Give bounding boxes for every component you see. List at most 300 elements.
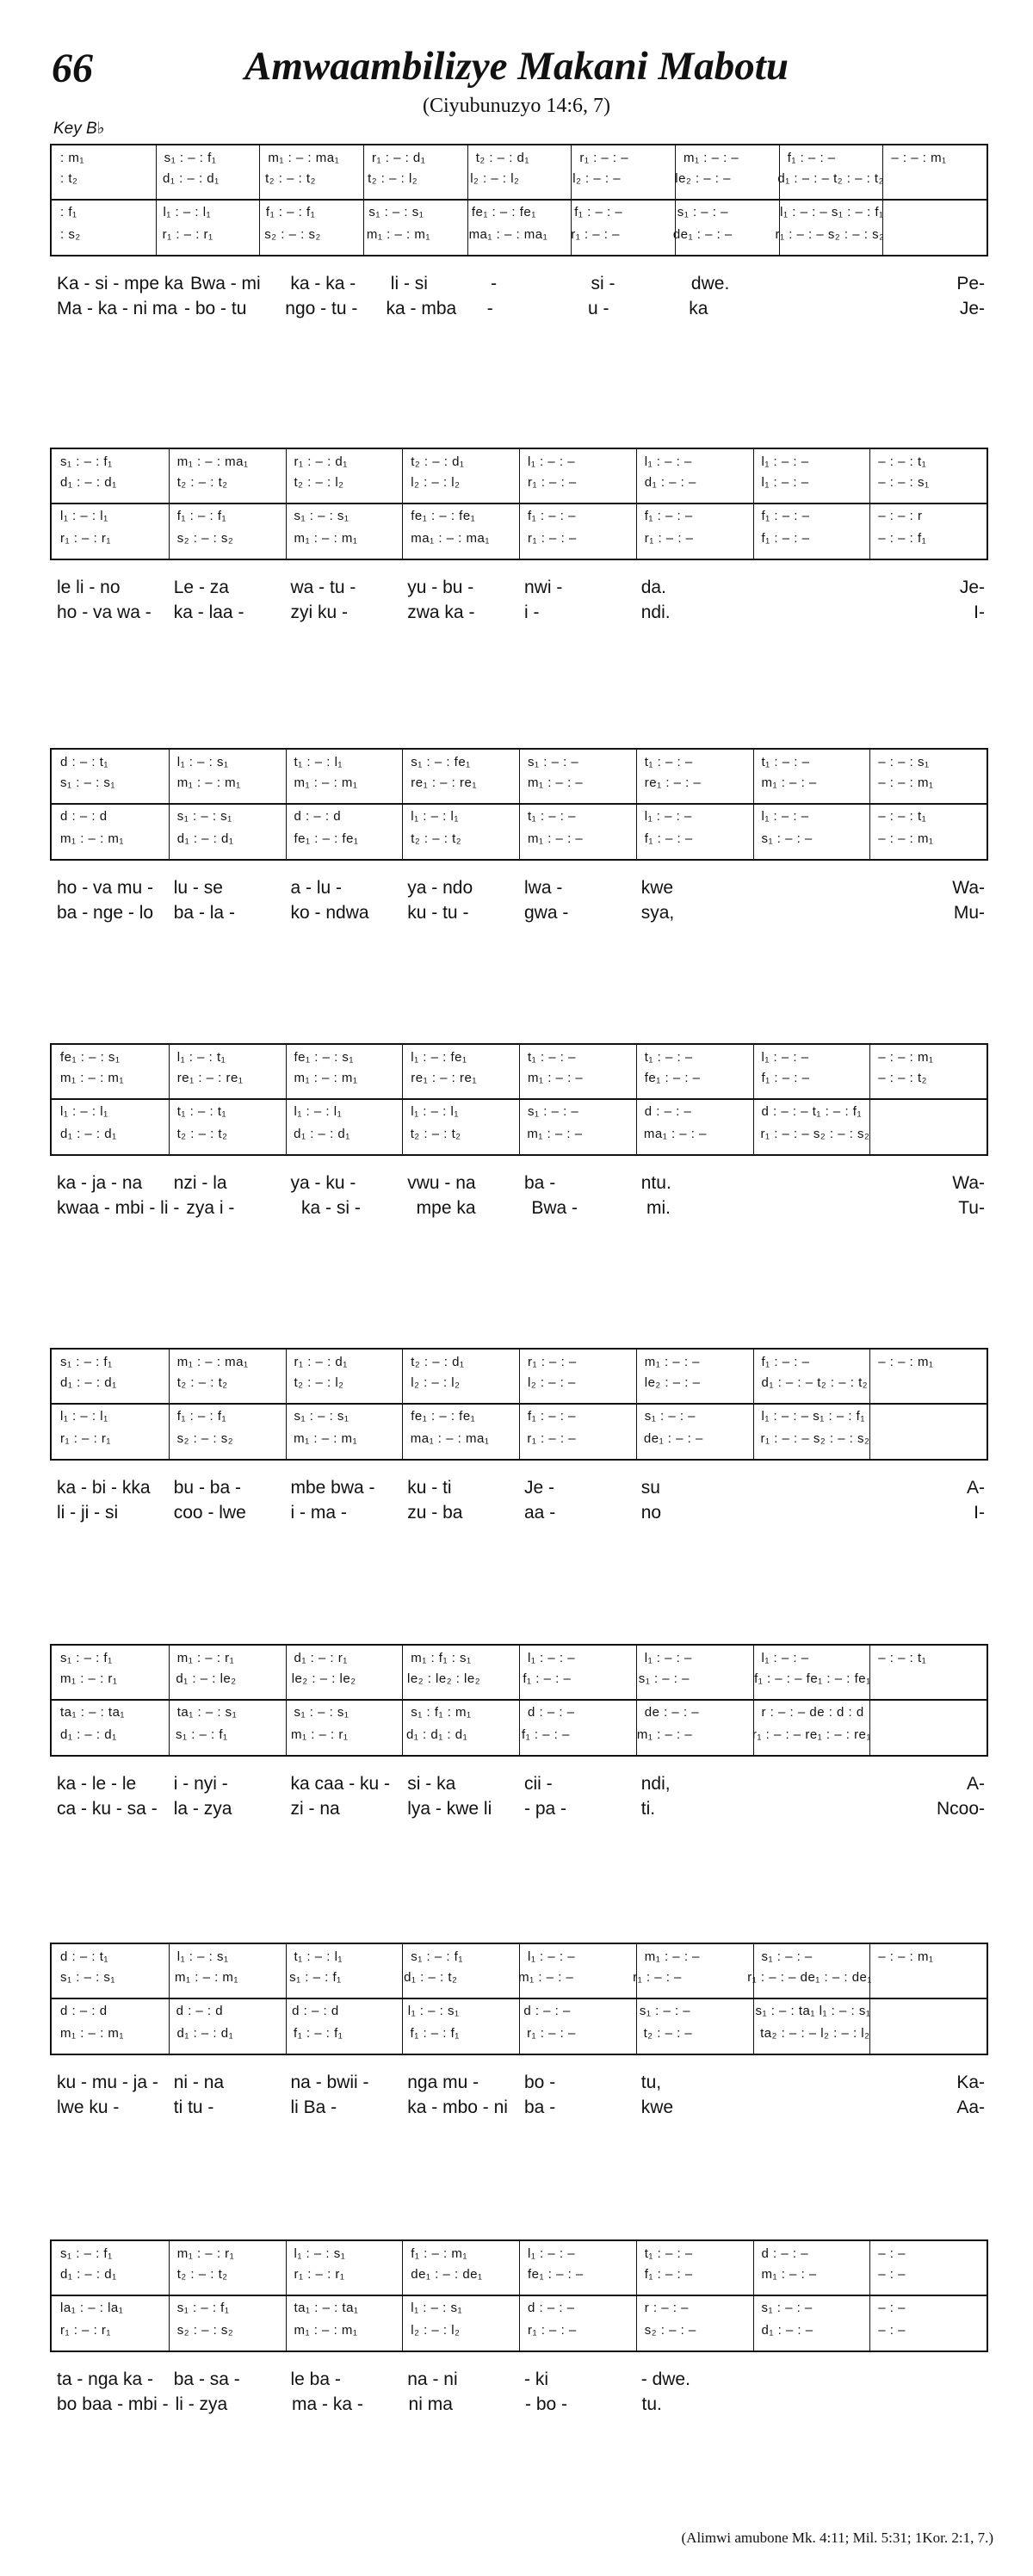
lyric-syllables: gwa - xyxy=(524,903,569,923)
measure-notes: t₂ : – : d₁ xyxy=(475,151,529,165)
solfa-staff xyxy=(50,748,988,861)
lyric-syllables: bo baa - mbi - xyxy=(57,2394,169,2414)
lyric-syllables: ka - si - xyxy=(301,1198,361,1218)
lyric-syllables xyxy=(752,1173,869,1199)
measure-notes: : f₁ xyxy=(60,205,77,219)
lyric-syllables: ba - xyxy=(524,1173,556,1193)
voice-row xyxy=(52,509,987,529)
lyric-syllables: ya - ndo xyxy=(407,878,473,898)
measure-notes: m₁ : – : – xyxy=(684,151,739,165)
measure-notes xyxy=(869,2026,987,2047)
lyric-syllables: ca - ku - sa - xyxy=(57,1799,158,1819)
measure-notes: fe₁ : – : fe₁ xyxy=(411,1409,476,1424)
lyric-line xyxy=(50,2369,988,2395)
measure-notes: – : – : m₁ xyxy=(891,151,947,165)
measure-notes: – : – xyxy=(878,2246,906,2261)
measure-notes: d : – : – xyxy=(761,2246,809,2261)
lyric-syllables: I- xyxy=(974,602,985,622)
lyric-syllables: ya - ku - xyxy=(290,1173,356,1193)
lyric-syllables: kwaa - mbi - li - xyxy=(57,1198,180,1218)
measure-notes: f₁ : – : f₁ xyxy=(294,2026,343,2041)
measure-notes: m₁ : – : – xyxy=(636,1727,693,1742)
lyric-syllables: A- xyxy=(967,1774,985,1794)
measure-notes: r₁ : – : d₁ xyxy=(372,151,426,165)
measure-notes: s₁ : – : f₁ xyxy=(175,1727,228,1742)
measure-notes: s₁ : – : f₁ xyxy=(289,1970,342,1985)
measure-notes: s₁ : – : f₁ xyxy=(60,1355,113,1369)
measure-notes xyxy=(869,1409,987,1430)
measure-notes xyxy=(884,171,987,192)
measure-notes: ta₁ : – : ta₁ xyxy=(294,2301,359,2315)
lyric-syllables: ku - ti xyxy=(407,1478,452,1498)
voice-row xyxy=(52,2301,987,2321)
measure-notes: le₂ : le₂ : le₂ xyxy=(407,1671,481,1686)
measure-notes: s₁ : – : f₁ xyxy=(411,1949,463,1964)
measure-notes: f₁ : – : f₁ xyxy=(176,509,227,523)
solfa-staff xyxy=(50,1943,988,2055)
lyric-syllables: - dwe. xyxy=(640,2369,690,2389)
measure-notes: s₁ : – : – xyxy=(677,205,728,219)
measure-notes: d : – : d xyxy=(292,2004,339,2018)
lyric-syllables: zu - ba xyxy=(407,1503,463,1523)
solfa-staff xyxy=(50,1043,988,1156)
measure-notes: m₁ : – : – xyxy=(527,1127,583,1141)
lyric-line xyxy=(50,578,988,603)
lyric-syllables xyxy=(752,2394,868,2420)
measure-notes: t₂ : – : d₁ xyxy=(411,1355,465,1369)
lyric-syllables xyxy=(752,2097,869,2123)
lyric-syllables: a - lu - xyxy=(290,878,343,898)
lyric-syllables: ko - ndwa xyxy=(290,903,369,923)
lyric-syllables: ka - mbo - ni xyxy=(407,2097,508,2117)
measure-notes: l₁ : – : s₁ xyxy=(407,2004,460,2018)
lyric-line xyxy=(50,1774,988,1800)
measure-notes: f₁ : – : – fe₁ : – : fe₁ xyxy=(754,1671,871,1686)
lyric-syllables: Ka - si - mpe ka xyxy=(57,274,184,293)
measure-notes: – : – : s₁ xyxy=(878,755,930,769)
measure-notes xyxy=(869,1127,987,1147)
measure-notes xyxy=(869,1431,987,1452)
measure-notes: – : – : m₁ xyxy=(878,1355,934,1369)
voice-row xyxy=(52,1431,987,1452)
measure-notes: r₁ : – : – xyxy=(579,151,629,165)
lyric-line xyxy=(50,903,988,929)
solfa-staff xyxy=(50,448,988,560)
music-system xyxy=(50,1644,988,1819)
lyric-line xyxy=(50,299,988,324)
lyric-syllables: zwa ka - xyxy=(407,602,475,622)
measure-notes: f₁ : – : – xyxy=(761,531,810,546)
measure-notes: t₂ : – : t₂ xyxy=(410,1127,461,1141)
lyric-syllables: A- xyxy=(967,1478,985,1498)
measure-notes: f₁ : – : f₁ xyxy=(410,2026,460,2041)
lyric-syllables: - ki xyxy=(524,2369,548,2389)
measure-notes: t₁ : – : – xyxy=(528,1050,576,1065)
music-system xyxy=(50,2239,988,2414)
measure-notes: r₁ : – : r₁ xyxy=(60,2323,111,2338)
measure-notes: d₁ : – : d₁ xyxy=(176,2026,234,2041)
measure-notes: – : – : f₁ xyxy=(878,531,927,546)
measure-notes: t₂ : – : t₂ xyxy=(176,2267,228,2282)
measure-notes: t₁ : – : – xyxy=(644,755,693,769)
measure-notes xyxy=(869,1375,987,1396)
measure-notes: ma₁ : – : ma₁ xyxy=(468,227,548,242)
lyric-syllables: su xyxy=(640,1478,660,1498)
voice-row xyxy=(52,1050,987,1071)
measure-notes: r₁ : – : d₁ xyxy=(294,1355,348,1369)
measure-notes: l₁ : – : s₁ xyxy=(411,2301,463,2315)
lyric-syllables xyxy=(752,602,869,628)
measure-notes: s₁ : – : – xyxy=(761,1949,813,1964)
lyric-syllables xyxy=(868,2394,987,2420)
lyric-syllables: le ba - xyxy=(290,2369,341,2389)
measure-notes: t₁ : – : t₁ xyxy=(176,1104,227,1119)
lyric-syllables: ku - tu - xyxy=(407,903,469,923)
lyric-line xyxy=(50,2097,988,2123)
measure-notes: – : – xyxy=(878,2267,906,2282)
measure-notes: l₁ : – : – xyxy=(528,2246,576,2261)
measure-notes: l₁ : – : l₁ xyxy=(294,1104,343,1119)
measure-notes xyxy=(871,1727,987,1748)
voice-row xyxy=(52,2246,987,2267)
measure-notes: s₁ : – : f₁ xyxy=(60,1651,113,1665)
measure-notes: r₁ : – : d₁ xyxy=(294,454,348,469)
measure-notes: f₁ : – : – xyxy=(528,509,576,523)
measure-notes: s₁ : – : – xyxy=(528,755,579,769)
measure-notes: d : – : d xyxy=(294,809,342,824)
measure-notes: fe₁ : – : fe₁ xyxy=(294,831,359,846)
measure-notes: t₂ : – : t₂ xyxy=(265,171,316,186)
measure-notes: s₂ : – : s₂ xyxy=(176,531,234,546)
measure-notes: fe₁ : – : s₁ xyxy=(60,1050,121,1065)
voice-row xyxy=(52,2026,987,2047)
measure-notes: t₂ : – : t₂ xyxy=(176,1127,228,1141)
lyric-syllables: zya i - xyxy=(186,1198,235,1218)
lyric-syllables: na - bwii - xyxy=(290,2073,369,2092)
lyric-syllables: li Ba - xyxy=(290,2097,337,2117)
lyric-syllables: Wa- xyxy=(952,878,985,898)
measure-notes: r₁ : – : – xyxy=(528,2323,577,2338)
voice-row xyxy=(52,1651,987,1671)
measure-notes: m₁ : – : – xyxy=(761,2267,817,2282)
measure-notes: s₁ : – : – xyxy=(761,831,813,846)
measure-notes: r₁ : – : – s₂ : – : s₂ xyxy=(760,1127,870,1141)
measure-notes: m₁ : – : m₁ xyxy=(60,2026,124,2041)
measure-notes: le₂ : – : le₂ xyxy=(291,1671,356,1686)
measure-notes: m₁ : – : m₁ xyxy=(294,531,358,546)
measure-notes: d₁ : – : – xyxy=(644,475,696,490)
measure-notes: re₁ : – : re₁ xyxy=(411,1071,477,1085)
measure-notes: l₁ : – : l₁ xyxy=(163,205,212,219)
measure-notes: d : – : d xyxy=(60,809,108,824)
measure-notes: f₁ : – : – xyxy=(761,1071,810,1085)
voice-row xyxy=(52,1355,987,1375)
measure-notes: d : – : t₁ xyxy=(60,1949,108,1964)
voice-row xyxy=(52,1127,987,1147)
voice-row xyxy=(52,1671,987,1692)
measure-notes: m₁ : – : – xyxy=(761,775,817,790)
measure-notes: : t₂ xyxy=(60,171,78,186)
voice-row xyxy=(52,454,987,475)
lyric-syllables: ba - sa - xyxy=(173,2369,240,2389)
voice-row xyxy=(52,171,987,192)
lyric-syllables xyxy=(752,1774,869,1800)
lyric-syllables: ho - va wa - xyxy=(57,602,152,622)
measure-notes: l₁ : – : – xyxy=(761,1050,809,1065)
measure-notes xyxy=(871,1671,987,1692)
measure-notes: d₁ : – : d₁ xyxy=(60,475,117,490)
measure-notes: de₁ : – : – xyxy=(672,227,733,242)
lyric-syllables: kwe xyxy=(640,2097,674,2117)
footnote-references: (Alimwi amubone Mk. 4:11; Mil. 5:31; 1Kor. 2:1, 7.) xyxy=(681,2530,993,2546)
measure-notes: fe₁ : – : fe₁ xyxy=(411,509,476,523)
solfa-staff xyxy=(50,144,988,256)
lyric-syllables: tu. xyxy=(641,2394,662,2414)
measure-notes: la₁ : – : la₁ xyxy=(60,2301,124,2315)
measure-notes: m₁ : – : m₁ xyxy=(294,1071,358,1085)
measure-notes: : m₁ xyxy=(60,151,84,165)
measure-notes: l₁ : – : – xyxy=(528,454,576,469)
lyric-line xyxy=(50,2394,988,2420)
measure-notes: d : – : – t₁ : – : f₁ xyxy=(761,1104,863,1119)
measure-notes: s₁ : – : s₁ xyxy=(294,1705,349,1720)
lyric-syllables: Je - xyxy=(524,1478,555,1498)
voice-row xyxy=(52,151,987,171)
voice-row xyxy=(52,2267,987,2288)
lyric-syllables: li - si xyxy=(390,274,428,293)
measure-notes: s₁ : – : f₁ xyxy=(176,2301,230,2315)
measure-notes: m₁ : – : m₁ xyxy=(294,1431,358,1446)
voice-row xyxy=(52,531,987,552)
lyric-syllables: la - zya xyxy=(173,1799,232,1819)
lyric-syllables: Tu- xyxy=(958,1198,985,1218)
measure-notes: de₁ : – : de₁ xyxy=(411,2267,483,2282)
measure-notes: d : – : d xyxy=(60,2004,108,2018)
voice-row xyxy=(52,755,987,775)
measure-notes: m₁ : – : m₁ xyxy=(176,775,241,790)
measure-notes: m₁ : – : ma₁ xyxy=(176,1355,249,1369)
measure-notes: – : – : s₁ xyxy=(878,475,930,490)
measure-notes: d : – : – xyxy=(644,1104,692,1119)
measure-notes: m₁ : – : m₁ xyxy=(294,2323,358,2338)
measure-notes: l₁ : – : – s₁ : – : f₁ xyxy=(780,205,884,219)
lyric-syllables xyxy=(752,2073,869,2098)
measure-notes: m₁ : – : – xyxy=(528,1071,584,1085)
key-signature: Key B♭ xyxy=(53,120,105,138)
lyric-syllables: nwi - xyxy=(524,578,563,597)
measure-notes: r₁ : – : – xyxy=(644,531,694,546)
lyric-syllables: lwa - xyxy=(524,878,563,898)
measure-notes: s₁ : – : s₁ xyxy=(60,775,115,790)
measure-notes: d : – : – xyxy=(528,2301,575,2315)
measure-notes: d₁ : – : d₁ xyxy=(60,1127,117,1141)
measure-notes: r₁ : – : – s₂ : – : s₂ xyxy=(760,1431,870,1446)
measure-notes: m₁ : – : m₁ xyxy=(175,1970,238,1985)
lyric-syllables: Ncoo- xyxy=(936,1799,985,1819)
lyric-syllables: ka - laa - xyxy=(173,602,244,622)
measure-notes: ma₁ : – : – xyxy=(643,1127,707,1141)
measure-notes: s₁ : – : – xyxy=(639,2004,691,2018)
measure-notes: s₂ : – : s₂ xyxy=(264,227,321,242)
measure-notes: f₁ : – : – xyxy=(644,831,693,846)
music-system xyxy=(50,1943,988,2117)
measure-notes: l₁ : – : l₁ xyxy=(60,1104,108,1119)
lyric-syllables: lwe ku - xyxy=(57,2097,120,2117)
lyric-line xyxy=(50,1478,988,1504)
measure-notes: m₁ : f₁ : s₁ xyxy=(411,1651,472,1665)
measure-notes: d₁ : – : d₁ xyxy=(176,831,234,846)
measure-notes: s₁ : – : fe₁ xyxy=(411,755,471,769)
lyric-line xyxy=(50,602,988,628)
lyric-syllables: dwe. xyxy=(690,274,730,293)
measure-notes: l₂ : – : l₂ xyxy=(411,475,461,490)
lyric-syllables: Bwa - mi xyxy=(190,274,261,293)
measure-notes: t₁ : – : – xyxy=(528,809,576,824)
measure-notes: f₁ : – : – xyxy=(521,1727,570,1742)
measure-notes: – : – : m₁ xyxy=(878,1949,934,1964)
measure-notes: t₁ : – : – xyxy=(644,1050,693,1065)
voice-row xyxy=(52,1375,987,1396)
measure-notes: – : – : t₂ xyxy=(878,1071,927,1085)
measure-notes: – : – : r xyxy=(878,509,923,523)
lyric-line xyxy=(50,1799,988,1825)
music-system xyxy=(50,1348,988,1523)
lyric-syllables: zyi ku - xyxy=(290,602,349,622)
measure-notes: – : – xyxy=(878,2323,906,2338)
measure-notes: t₂ : – : d₁ xyxy=(411,454,465,469)
measure-notes: l₁ : – : – xyxy=(761,475,809,490)
measure-notes: l₁ : – : – xyxy=(528,1949,576,1964)
measure-notes: r₁ : – : – s₂ : – : s₂ xyxy=(775,227,885,242)
measure-notes: t₂ : – : l₂ xyxy=(368,171,418,186)
measure-notes: m₁ : – : – xyxy=(644,1355,700,1369)
lyric-syllables: bu - ba - xyxy=(173,1478,241,1498)
measure-notes: m₁ : – : ma₁ xyxy=(176,454,249,469)
measure-notes: m₁ : – : m₁ xyxy=(60,831,124,846)
lyric-syllables: I- xyxy=(974,1503,985,1523)
lyric-syllables: le li - no xyxy=(57,578,121,597)
lyric-syllables: Ka- xyxy=(956,2073,985,2092)
voice-row xyxy=(52,831,987,852)
lyric-syllables: u - xyxy=(588,299,609,318)
lyric-line xyxy=(50,1503,988,1529)
measure-notes: r : – : – de : d : d xyxy=(761,1705,864,1720)
lyric-syllables: i - xyxy=(524,602,540,622)
measure-notes: d₁ : – : d₁ xyxy=(294,1127,350,1141)
measure-notes: le₂ : – : – xyxy=(675,171,731,186)
voice-row xyxy=(52,1104,987,1125)
measure-notes: d : – : – xyxy=(523,2004,571,2018)
lyric-syllables: li - zya xyxy=(175,2394,228,2414)
measure-notes: r₁ : – : – xyxy=(571,227,620,242)
lyric-syllables xyxy=(752,2369,869,2395)
voice-row xyxy=(52,475,987,496)
music-system xyxy=(50,748,988,923)
lyric-syllables: aa - xyxy=(524,1503,556,1523)
measure-notes: s₁ : – : – xyxy=(761,2301,813,2315)
measure-notes: r₁ : – : – xyxy=(633,1970,682,1985)
lyric-syllables: Ma - ka - ni ma xyxy=(57,299,178,318)
measure-notes: fe₁ : – : fe₁ xyxy=(471,205,536,219)
voice-row xyxy=(52,809,987,830)
measure-notes: s₁ : – : s₁ xyxy=(368,205,424,219)
measure-notes: f₁ : – : f₁ xyxy=(176,1409,227,1424)
measure-notes: – : – : t₁ xyxy=(878,1651,927,1665)
lyric-syllables: ndi. xyxy=(640,602,671,622)
lyric-syllables: da. xyxy=(640,578,666,597)
measure-notes: d₁ : – : – xyxy=(761,2323,813,2338)
measure-notes xyxy=(884,227,987,248)
lyric-syllables: ma - ka - xyxy=(292,2394,363,2414)
measure-notes: ta₁ : – : s₁ xyxy=(176,1705,238,1720)
measure-notes xyxy=(872,1970,987,1991)
measure-notes: f₁ : – : – xyxy=(761,1355,810,1369)
solfa-staff xyxy=(50,1644,988,1757)
measure-notes: re₁ : – : re₁ xyxy=(176,1071,244,1085)
measure-notes: s₁ : – : s₁ xyxy=(294,1409,349,1424)
measure-notes: s₁ : – : – xyxy=(528,1104,579,1119)
lyric-syllables: sya, xyxy=(640,903,675,923)
measure-notes: f₁ : – : – xyxy=(574,205,623,219)
lyric-syllables: ni - na xyxy=(173,2073,225,2092)
lyric-syllables: wa - tu - xyxy=(290,578,356,597)
measure-notes: : s₂ xyxy=(60,227,81,242)
voice-row xyxy=(52,1071,987,1091)
lyric-syllables: li - ji - si xyxy=(57,1503,119,1523)
measure-notes: m₁ : – : r₁ xyxy=(176,2246,235,2261)
lyric-syllables: Bwa - xyxy=(531,1198,578,1218)
measure-notes: r₁ : – : r₁ xyxy=(60,531,111,546)
measure-notes: m₁ : – : m₁ xyxy=(366,227,430,242)
voice-row xyxy=(52,1949,987,1970)
measure-notes: d : – : d xyxy=(176,2004,224,2018)
voice-row xyxy=(52,1970,987,1991)
measure-notes: r : – : – xyxy=(644,2301,689,2315)
measure-notes: m₁ : – : m₁ xyxy=(60,1071,124,1085)
measure-notes: d : – : – xyxy=(528,1705,575,1720)
measure-notes: fe₁ : – : s₁ xyxy=(294,1050,354,1065)
lyric-syllables: mbe bwa - xyxy=(290,1478,375,1498)
measure-notes: s₁ : – : f₁ xyxy=(164,151,217,165)
measure-notes: l₂ : – : l₂ xyxy=(411,2323,461,2338)
measure-notes: – : – : m₁ xyxy=(878,831,934,846)
measure-notes: – : – : t₁ xyxy=(878,454,927,469)
measure-notes: l₁ : – : – xyxy=(644,454,692,469)
lyric-syllables: ku - mu - ja - xyxy=(57,2073,158,2092)
measure-notes: l₁ : – : – xyxy=(528,1651,576,1665)
voice-row xyxy=(52,1727,987,1748)
hymn-title: Amwaambilizye Makani Mabotu xyxy=(244,44,789,89)
voice-row xyxy=(52,205,987,225)
measure-notes: de₁ : – : – xyxy=(643,1431,703,1446)
lyric-syllables: i - nyi - xyxy=(173,1774,228,1794)
measure-notes: t₂ : – : – xyxy=(643,2026,693,2041)
measure-notes: l₁ : – : s₁ xyxy=(294,2246,346,2261)
lyric-syllables: ndi, xyxy=(640,1774,671,1794)
measure-notes xyxy=(869,1705,987,1726)
measure-notes: l₁ : – : – xyxy=(761,454,809,469)
measure-notes: s₁ : – : – xyxy=(644,1409,696,1424)
lyric-syllables: cii - xyxy=(524,1774,553,1794)
measure-notes: s₁ : – : f₁ xyxy=(60,2246,113,2261)
measure-notes: – : – xyxy=(878,2301,906,2315)
measure-notes: r₁ : – : – xyxy=(528,531,577,546)
measure-notes: f₁ : – : – xyxy=(523,1671,572,1686)
measure-notes: l₁ : – : – xyxy=(761,1651,809,1665)
measure-notes xyxy=(884,205,987,225)
lyric-syllables: ka - ja - na xyxy=(57,1173,143,1193)
measure-notes xyxy=(870,2004,987,2024)
